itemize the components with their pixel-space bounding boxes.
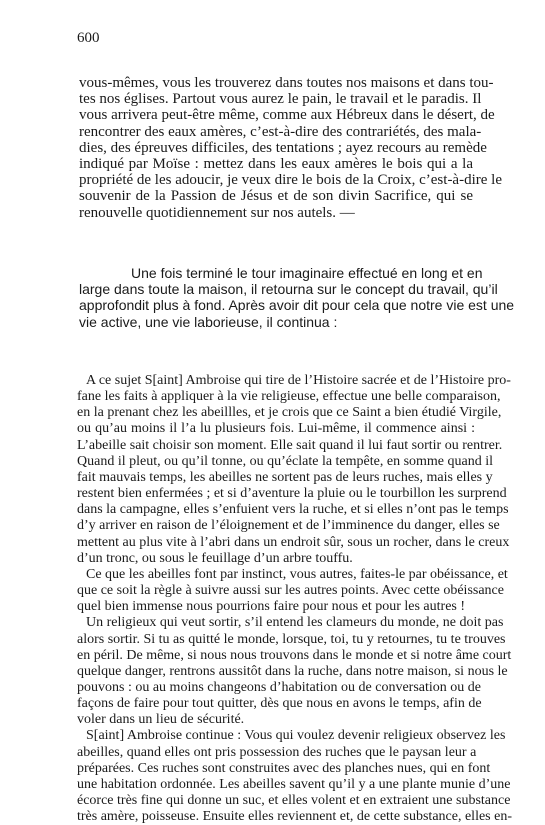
text-line: Une fois terminé le tour imaginaire effectué en long et en xyxy=(131,265,483,281)
text-line: quelque danger, rentrons aussitôt dans la ruche, dans notre maison, si nous le xyxy=(77,663,508,679)
text-line: en la prenant chez les abeillles, et je crois que ce Saint a bien étudié Virgile, xyxy=(77,405,502,421)
text-line: vous-mêmes, vous les trouverez dans toutes nos maisons et dans tou- xyxy=(79,75,494,91)
text-line: Quand il pleut, ou qu’il tonne, ou qu’éclate la tempête, en somme quand il xyxy=(77,453,494,469)
text-line: indiqué par Moïse : mettez dans les eaux amères le bois qui a la xyxy=(79,156,473,173)
text-line: très amère, poisseuse. Ensuite elles reviennent et, de cette substance, elles en- xyxy=(77,809,512,825)
page-number: 600 xyxy=(77,30,100,46)
intro-paragraph xyxy=(79,265,515,330)
text-line: pouvons : ou au moins changeons d’habitation ou de conversation ou de xyxy=(77,679,481,695)
text-line: renouvelle quotidiennement sur nos autels. — xyxy=(79,204,355,221)
text-line: dans la campagne, elles s’enfuient vers la ruche, et si elles n’ont pas le temps xyxy=(77,502,509,518)
text-line: une habitation ordonnée. Les abeilles savent qu’il y a une plante munie d’une xyxy=(77,776,511,792)
text-line: tes nos églises. Partout vous aurez le pain, le travail et le paradis. Il xyxy=(79,91,482,108)
text-line: souvenir de la Passion de Jésus et de son divin Sacrifice, qui se xyxy=(79,188,473,205)
text-line: écorce très fine qui donne un suc, et elles volent et en extraient une substance xyxy=(77,793,511,809)
text-line: S[aint] Ambroise continue : Vous qui voulez devenir religieux observez les xyxy=(86,728,506,744)
text-line: vous arrivera peut-être même, comme aux Hébreux dans le désert, de xyxy=(79,107,495,124)
text-line: abeilles, quand elles ont pris possession des ruches que le paysan leur a xyxy=(77,744,477,760)
text-line: large dans toute la maison, il retourna sur le concept du travail, qu’il xyxy=(79,281,498,298)
body-paragraphs xyxy=(77,373,512,825)
text-line: d’un tronc, ou sous le feuillage d’un arbre touffu. xyxy=(77,550,353,566)
text-line: voler dans un lieu de sécurité. xyxy=(77,712,245,728)
text-line: mettent au plus vite à l’abri dans un endroit sûr, sous un rocher, dans le creux xyxy=(77,534,510,550)
text-line: dies, des épreuves difficiles, des tentations ; ayez recours au remède xyxy=(79,139,487,156)
quote-paragraph xyxy=(79,75,502,221)
text-line: ou qu’au moins il l’a lu plusieurs fois. Lui-même, il commence ainsi : xyxy=(77,421,475,437)
text-line: L’abeille sait choisir son moment. Elle sait quand il lui faut sortir ou rentrer. xyxy=(77,437,503,453)
text-line: fait mauvais temps, les abeilles ne sortent pas de leurs ruches, mais elles y xyxy=(77,469,493,485)
text-line: A ce sujet S[aint] Ambroise qui tire de l’Histoire sacrée et de l’Histoire pro- xyxy=(86,373,511,388)
text-line: vie active, une vie laborieuse, il continua : xyxy=(79,313,338,330)
text-line: quel bien immense nous pourrions faire pour nous et pour les autres ! xyxy=(77,599,466,615)
text-line: propriété de les adoucir, je veux dire le bois de la Croix, c’est-à-dire le xyxy=(79,172,502,189)
text-line: restent bien enfermées ; et si d’aventure la pluie ou le tourbillon les surprend xyxy=(77,486,507,502)
text-line: Un religieux qui veut sortir, s’il entend les clameurs du monde, ne doit pas xyxy=(86,615,504,631)
text-line: que ce soit la règle à suivre aussi sur les autres points. Avec cette obéissance xyxy=(77,583,504,599)
text-line: fane les faits à appliquer à la vie religieuse, effectue une belle comparaison, xyxy=(77,389,501,405)
text-line: façons de faire pour tout quitter, dès que nous en avons le temps, afin de xyxy=(77,696,482,712)
text-line: Ce que les abeilles font par instinct, vous autres, faites-le par obéissance, et xyxy=(86,566,508,582)
text-line: approfondit plus à fond. Après avoir dit pour cela que notre vie est une xyxy=(79,297,515,314)
text-line: d’y arriver en raison de l’éloignement et de l’imminence du danger, elles se xyxy=(77,518,500,534)
text-line: rencontrer des eaux amères, c’est-à-dire des contrariétés, des mala- xyxy=(79,123,482,140)
text-line: alors sortir. Si tu as quitté le monde, lorsque, toi, tu y retournes, tu te trouves xyxy=(77,631,506,647)
text-line: préparées. Ces ruches sont construites avec des planches nues, qui en font xyxy=(77,760,491,776)
text-line: en péril. De même, si nous nous trouvons dans le monde et si notre âme court xyxy=(77,647,512,663)
